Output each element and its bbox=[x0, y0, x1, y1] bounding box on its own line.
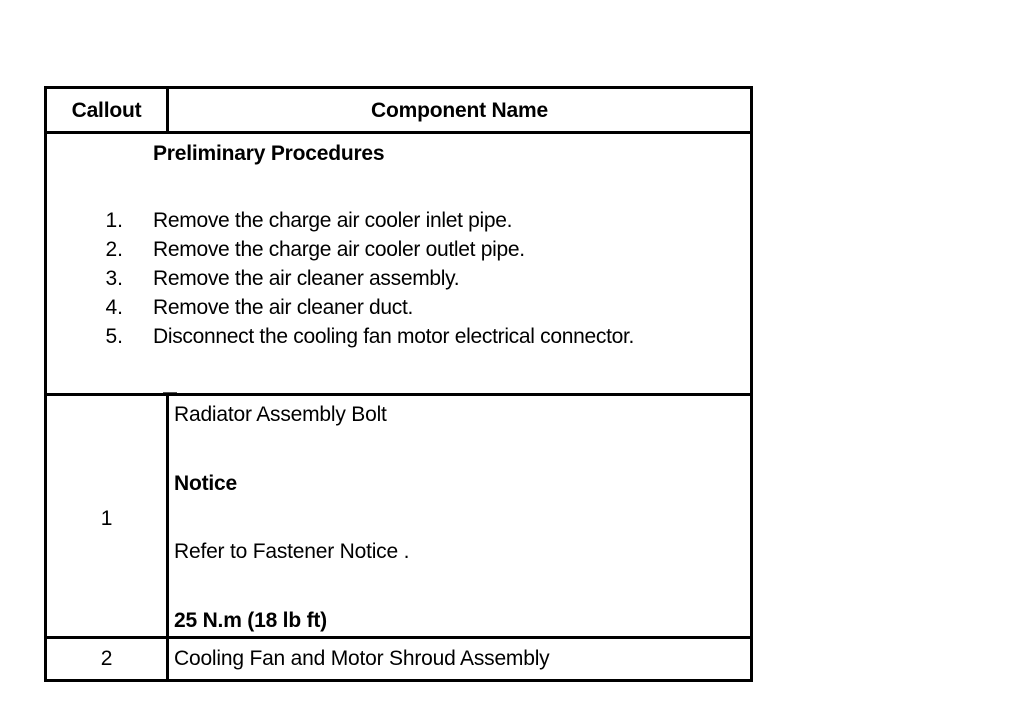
step-text: Disconnect the cooling fan motor electrical connector. bbox=[153, 325, 635, 348]
step-text: Remove the air cleaner assembly. bbox=[153, 267, 460, 290]
step-number: 4. bbox=[105, 296, 123, 319]
step-number: 2. bbox=[105, 238, 123, 261]
divider-tick bbox=[163, 392, 177, 393]
notice-label: Notice bbox=[174, 472, 237, 495]
step-text: Remove the charge air cooler inlet pipe. bbox=[153, 209, 513, 232]
table-row bbox=[47, 639, 750, 679]
column-divider bbox=[166, 639, 169, 679]
header-component-name: Component Name bbox=[371, 99, 548, 122]
preliminary-procedures-row bbox=[47, 134, 750, 396]
preliminary-title: Preliminary Procedures bbox=[153, 142, 385, 165]
component-table bbox=[44, 86, 753, 682]
step-text: Remove the air cleaner duct. bbox=[153, 296, 414, 319]
component-name: Cooling Fan and Motor Shroud Assembly bbox=[174, 647, 550, 670]
table-row bbox=[47, 396, 750, 639]
step-text: Remove the charge air cooler outlet pipe. bbox=[153, 238, 525, 261]
component-name: Radiator Assembly Bolt bbox=[174, 403, 387, 426]
notice-text: Refer to Fastener Notice . bbox=[174, 540, 410, 563]
callout-number: 2 bbox=[100, 647, 113, 670]
step-number: 5. bbox=[105, 325, 123, 348]
column-divider bbox=[166, 396, 169, 636]
torque-spec: 25 N.m (18 lb ft) bbox=[174, 609, 327, 632]
step-number: 1. bbox=[105, 209, 123, 232]
callout-number: 1 bbox=[100, 507, 113, 530]
step-number: 3. bbox=[105, 267, 123, 290]
table-header-row bbox=[47, 89, 750, 134]
header-callout: Callout bbox=[71, 99, 142, 122]
